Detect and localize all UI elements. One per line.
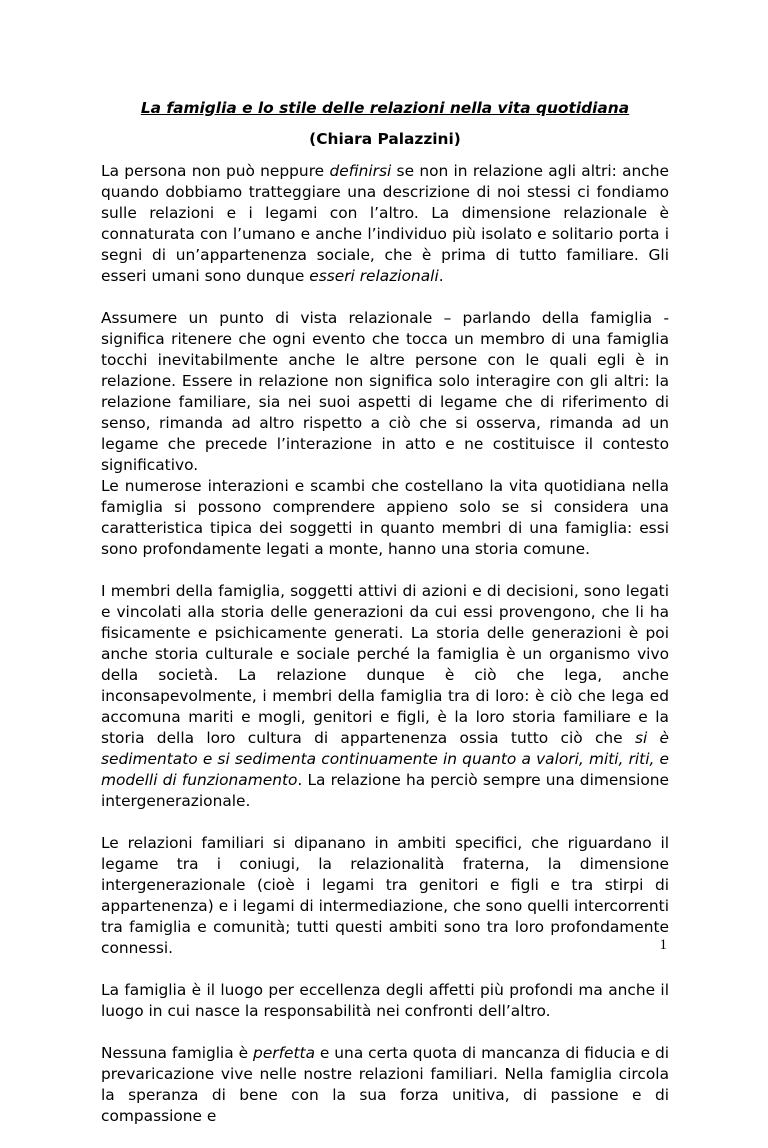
paragraph-4-text-a: I membri della famiglia, soggetti attivi di azioni e di decisioni, sono legati e vincolati alla storia delle generazioni da cui essi provengono, che li ha fisicamente e psichicamente generati. La storia delle generazioni è poi anche storia culturale e sociale perché la famiglia è un organismo vivo della società. La relazione dunque è ciò che lega, anche inconsapevolmente, i membri della famiglia tra di loro: è ciò che lega ed accomuna mariti e mogli, genitori e figli, è la loro storia familiare e la storia della loro cultura di appartenenza ossia tutto ciò che <box>101 582 669 747</box>
paragraph-4-emphasis: si è sedimentato e si sedimenta continuamente in quanto a valori, miti, riti, e modelli di funzionamento <box>101 729 670 789</box>
paragraph-4-text-b: . La relazione ha perciò sempre una dimensione intergenerazionale. <box>101 771 670 810</box>
document-author: (Chiara Palazzini) <box>309 130 461 148</box>
paragraph-7 <box>101 1043 669 1127</box>
paragraph-5: Le relazioni familiari si dipanano in ambiti specifici, che riguardano il legame tra i coniugi, la relazionalità fraterna, la dimensione intergenerazionale (cioè i legami tra genitori e figli e tra stirpi di appartenenza) e i legami di intermediazione, che sono quelli intercorrenti tra famiglia e comunità; tutti questi ambiti sono tra loro profondamente connessi. <box>101 834 669 957</box>
paragraph-1-emphasis-b: esseri relazionali <box>309 267 439 285</box>
paragraph-4 <box>101 581 669 812</box>
paragraph-1 <box>101 161 669 287</box>
document-body <box>101 161 669 1148</box>
paragraph-7-text-a: Nessuna famiglia è <box>101 1044 254 1062</box>
paragraph-3: Le numerose interazioni e scambi che costellano la vita quotidiana nella famiglia si possono comprendere appieno solo se si considera una caratteristica tipica dei soggetti in quanto membri di una famiglia: essi sono profondamente legati a monte, hanno una storia comune. <box>101 477 669 558</box>
paragraph-1-text-c: . <box>438 267 444 285</box>
paragraph-7-emphasis: perfetta <box>253 1044 316 1062</box>
paragraph-1-text-b: se non in relazione agli altri: anche quando dobbiamo tratteggiare una descrizione di noi stessi ci fondiamo sulle relazioni e i legami con l’altro. La dimensione relazionale è connaturata con l’umano e anche l’individuo più isolato e solitario porta i segni di un’appartenenza sociale, che è prima di tutto familiare. Gli esseri umani sono dunque <box>101 162 669 285</box>
paragraph-1-emphasis-a: definirsi <box>329 162 392 180</box>
paragraph-1-text-a: La persona non può neppure <box>101 162 330 180</box>
page-number: 1 <box>659 937 667 953</box>
paragraph-7-text-b: e una certa quota di mancanza di fiducia e di prevaricazione vive nelle nostre relazioni familiari. Nella famiglia circola la speranza di bene con la sua forza unitiva, di passione e di compassione e <box>101 1044 669 1125</box>
paragraph-6: La famiglia è il luogo per eccellenza degli affetti più profondi ma anche il luogo in cui nasce la responsabilità nei confronti dell’altro. <box>101 981 669 1020</box>
paragraph-2: Assumere un punto di vista relazionale – parlando della famiglia - significa ritenere che ogni evento che tocca un membro di una famiglia tocchi inevitabilmente anche le altre persone con le quali egli è in relazione. Essere in relazione non significa solo interagire con gli altri: la relazione familiare, sia nei suoi aspetti di legame che di riferimento di senso, rimanda ad altro rispetto a ciò che si osserva, rimanda ad un legame che precede l’interazione in atto e ne costituisce il contesto significativo. <box>101 309 669 474</box>
document-title: La famiglia e lo stile delle relazioni nella vita quotidiana <box>140 99 630 117</box>
